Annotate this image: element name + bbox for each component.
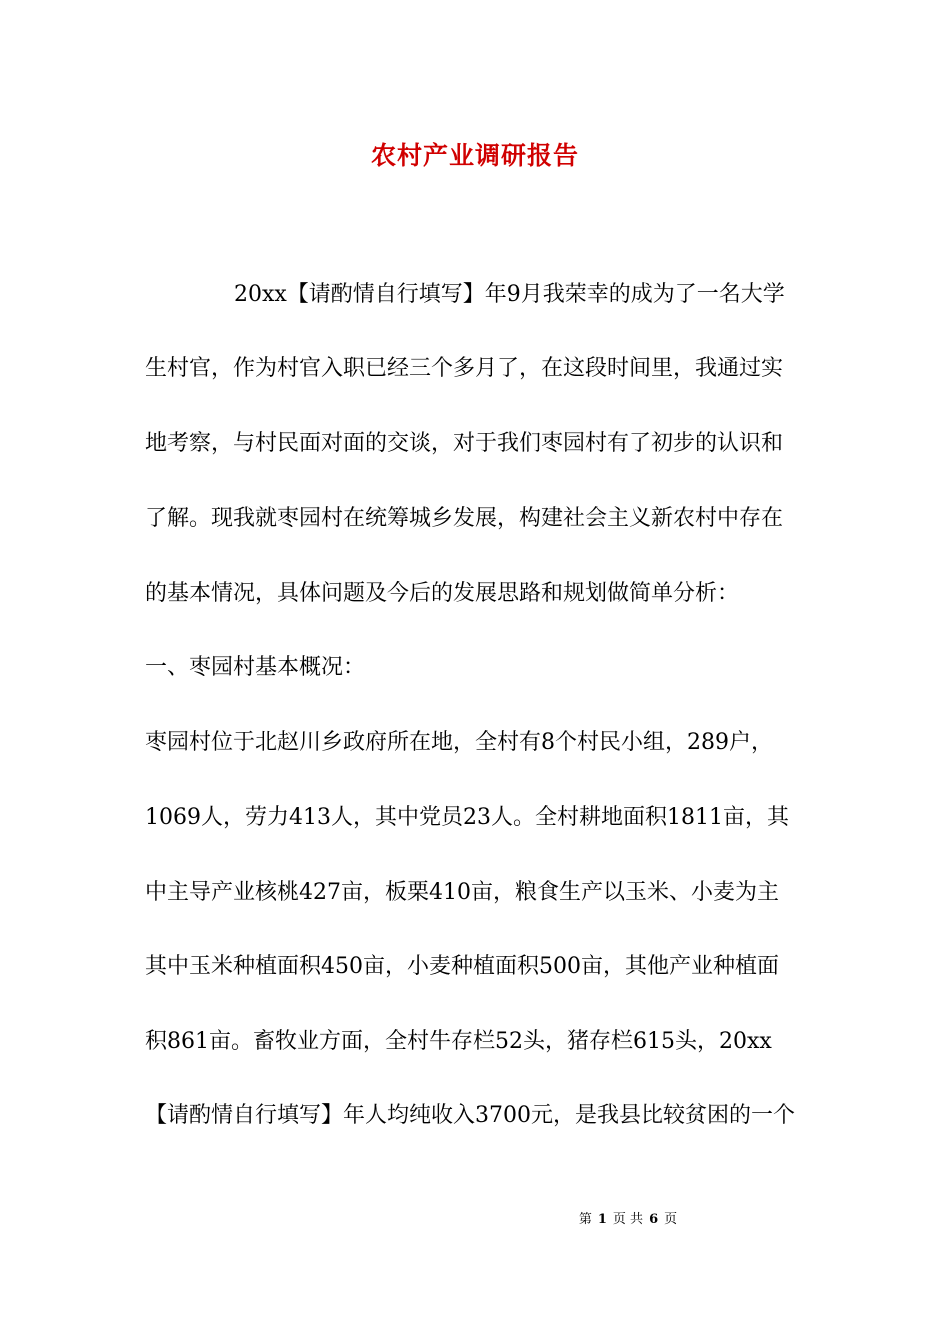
total-pages-number: 6: [649, 1212, 659, 1227]
paragraph-line: 中主导产业核桃427亩，板栗410亩，粮食生产以玉米、小麦为主: [145, 880, 779, 905]
document-title: 农村产业调研报告: [370, 141, 579, 170]
paragraph-line: 枣园村位于北赵川乡政府所在地，全村有8个村民小组，289户，: [145, 730, 773, 755]
paragraph-line: 积861亩。畜牧业方面，全村牛存栏52头，猪存栏615头，20xx: [145, 1029, 772, 1054]
paragraph-line: 的基本情况，具体问题及今后的发展思路和规划做简单分析：: [145, 581, 740, 606]
footer-suffix: 页: [664, 1212, 678, 1227]
section-heading: 一、枣园村基本概况：: [145, 655, 366, 680]
paragraph-line: 1069人，劳力413人，其中党员23人。全村耕地面积1811亩，其: [145, 805, 789, 830]
paragraph-line: 地考察，与村民面对面的交谈，对于我们枣园村有了初步的认识和: [145, 431, 784, 456]
paragraph-line: 20xx【请酌情自行填写】年9月我荣幸的成为了一名大学: [234, 282, 785, 307]
paragraph-line: 【请酌情自行填写】年人均纯收入3700元，是我县比较贫困的一个: [145, 1103, 795, 1128]
page-footer: [0, 1208, 950, 1227]
paragraph-line: 生村官，作为村官入职已经三个多月了，在这段时间里，我通过实: [145, 356, 784, 381]
paragraph-line: 了解。现我就枣园村在统筹城乡发展，构建社会主义新农村中存在: [145, 506, 784, 531]
footer-prefix: 第: [578, 1212, 592, 1227]
footer-mid: 页 共: [612, 1212, 644, 1227]
current-page-number: 1: [597, 1212, 607, 1227]
paragraph-line: 其中玉米种植面积450亩，小麦种植面积500亩，其他产业种植面: [145, 954, 779, 979]
